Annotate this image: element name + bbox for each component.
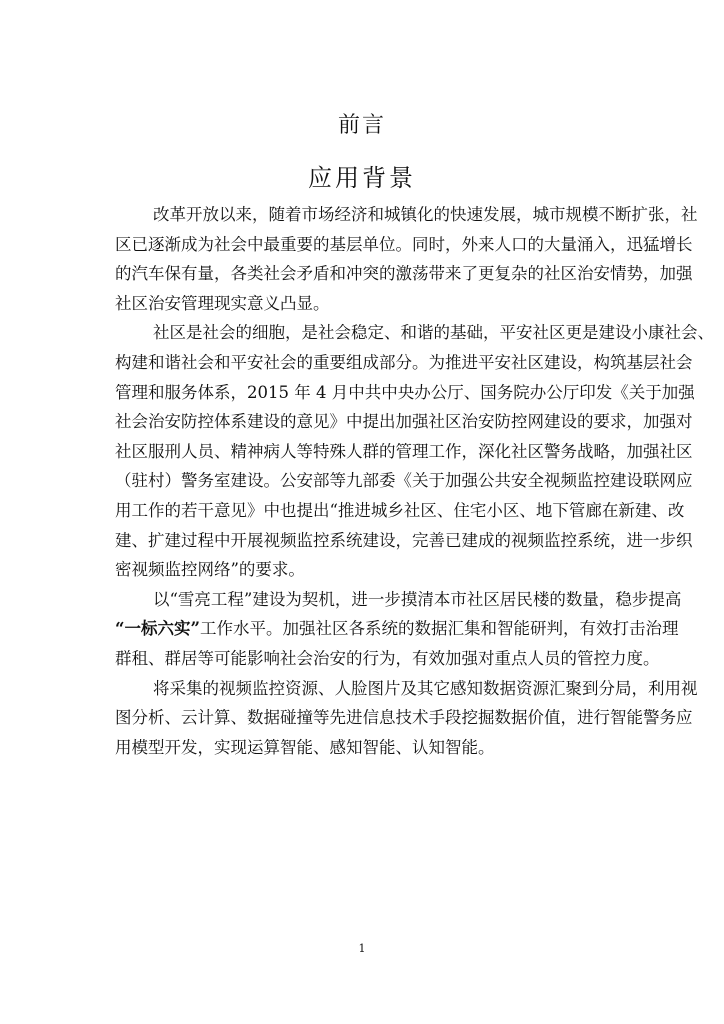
text-line: 图分析、云计算、数据碰撞等先进信息技术手段挖掘数据价值，进行智能警务应	[115, 708, 693, 728]
text-line: 构建和谐社会和平安社会的重要组成部分。为推进平安社区建设，构筑基层社会	[115, 352, 693, 372]
paragraph-4	[115, 674, 698, 763]
text-line: 用工作的若干意见》中也提出“推进城乡社区、住宅小区、地下管廊在新建、改	[115, 500, 685, 520]
page-number: 1	[358, 942, 366, 955]
text-line: 用模型开发，实现运算智能、感知智能、认知智能。	[115, 737, 495, 757]
text-line: （驻村）警务室建设。公安部等九部委《关于加强公共安全视频监控建设联网应	[115, 471, 693, 491]
text-line: 社区是社会的细胞，是社会稳定、和谐的基础，平安社区更是建设小康社会、	[153, 323, 714, 343]
paragraph-2	[115, 318, 714, 584]
text-line: 社区治安管理现实意义凸显。	[115, 293, 330, 313]
text-line	[115, 614, 679, 644]
document-body	[115, 200, 714, 762]
page-heading: 前言	[337, 113, 386, 138]
text-span: 工作水平。加强社区各系统的数据汇集和智能研判，有效打击治理	[199, 619, 679, 639]
text-line: 将采集的视频监控资源、人脸图片及其它感知数据资源汇聚到分局，利用视	[153, 678, 698, 698]
section-title: 应用背景	[308, 164, 416, 192]
bold-phrase: “一标六实”	[115, 619, 200, 639]
text-line: 密视频监控网络”的要求。	[115, 560, 305, 580]
text-line: 群租、群居等可能影响社会治安的行为，有效加强对重点人员的管控力度。	[115, 648, 660, 668]
text-line: 改革开放以来，随着市场经济和城镇化的快速发展，城市规模不断扩张，社	[153, 205, 698, 224]
text-line: 区已逐渐成为社会中最重要的基层单位。同时，外来人口的大量涌入，迅猛增长	[115, 234, 693, 254]
text-line: 社会治安防控体系建设的意见》中提出加强社区治安防控网建设的要求，加强对	[115, 412, 693, 432]
text-line: 的汽车保有量，各类社会矛盾和冲突的激荡带来了更复杂的社区治安情势，加强	[115, 264, 693, 284]
text-line: 管理和服务体系，2015 年 4 月中共中央办公厅、国务院办公厅印发《关于加强	[115, 382, 695, 402]
text-line: 建、扩建过程中开展视频监控系统建设，完善已建成的视频监控系统，进一步织	[115, 530, 693, 550]
text-line: 以“雪亮工程”建设为契机，进一步摸清本市社区居民楼的数量，稳步提高	[153, 589, 682, 609]
text-line: 社区服刑人员、精神病人等特殊人群的管理工作，深化社区警务战略，加强社区	[115, 441, 693, 461]
paragraph-3	[115, 585, 682, 674]
paragraph-1	[115, 200, 698, 318]
